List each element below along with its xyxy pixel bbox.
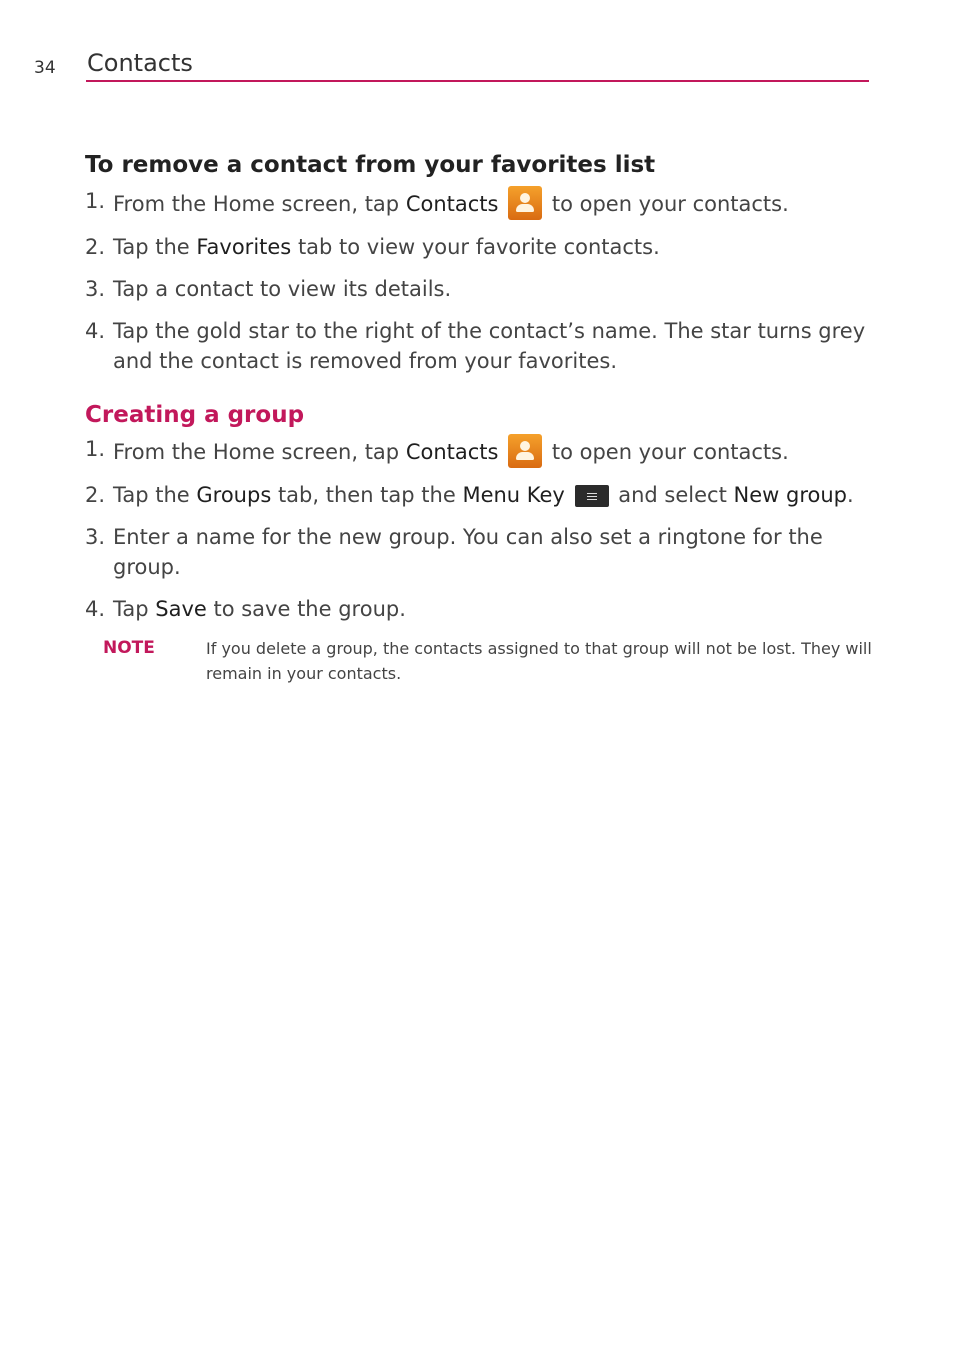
list-item: 1. From the Home screen, tap Contacts to open your contacts. — [85, 186, 875, 220]
list-item: 4. Tap the gold star to the right of the contact’s name. The star turns grey and the contact is removed from your favorites. — [85, 319, 866, 373]
remove-favorite-steps — [85, 186, 875, 376]
list-item: 3. Tap a contact to view its details. — [85, 277, 452, 301]
list-item: 2. Tap the Favorites tab to view your favorite contacts. — [85, 235, 660, 259]
menu-key-icon — [575, 485, 609, 507]
list-item: 2. Tap the Groups tab, then tap the Menu Key and select New group. — [85, 483, 854, 507]
list-item: 1. From the Home screen, tap Contacts to open your contacts. — [85, 434, 875, 468]
header-rule — [86, 80, 869, 82]
note-label: NOTE — [103, 638, 155, 658]
header-title: Contacts — [87, 49, 193, 77]
note-text: If you delete a group, the contacts assigned to that group will not be lost. They will remain in your contacts. — [206, 639, 872, 683]
contacts-icon — [508, 186, 542, 220]
list-item: 4. Tap Save to save the group. — [85, 597, 406, 621]
list-item: 3. Enter a name for the new group. You can also set a ringtone for the group. — [85, 525, 823, 579]
page-content — [85, 150, 875, 686]
creating-group-steps — [85, 434, 875, 624]
page-number: 34 — [34, 58, 56, 78]
section-heading-remove-favorite: To remove a contact from your favorites list — [85, 152, 656, 178]
note-box — [85, 636, 875, 686]
contacts-icon — [508, 434, 542, 468]
section-heading-creating-group: Creating a group — [85, 402, 305, 428]
